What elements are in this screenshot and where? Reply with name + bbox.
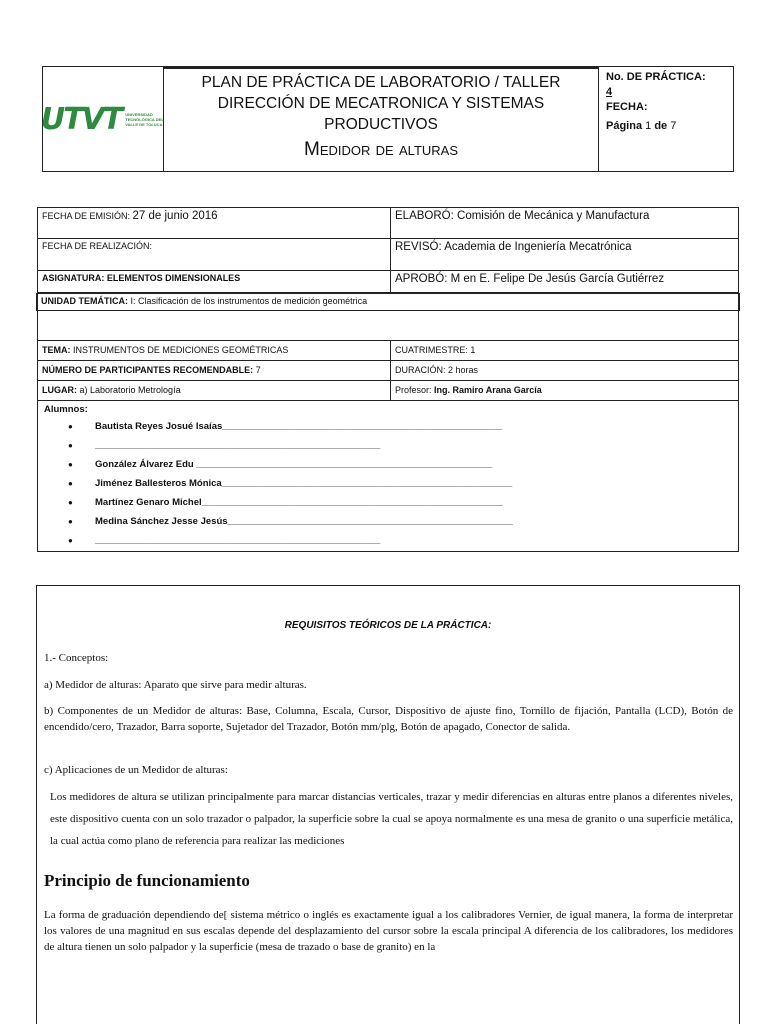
student-item: ● Jiménez Ballesteros Mónica_______________________________________________________ [68,474,732,493]
principle-paragraph: La forma de graduación dependiendo de[ sistema métrico o inglés es exactamente igual a los calibradores Vernier, de igual manera, la forma de interpretar los valores de una magnitud en sus escalas depende del desplazamiento del cursor sobre la escala principal A diferencia de los calibradores, los medidores de altura tienen un solo palpador y la superficie (mesa de trazado o base de granito) en la [44,909,733,953]
bullet-icon: ● [68,441,73,450]
concepts-heading: 1.- Conceptos: [44,652,109,664]
cuatrimestre-value: 1 [470,345,476,355]
asignatura-value: ELEMENTOS DIMENSIONALES [106,273,241,283]
students-list [68,417,732,550]
tema-value: INSTRUMENTOS DE MEDICIONES GEOMÉTRICAS [73,345,289,355]
elaboro-value: Comisión de Mecánica y Manufactura [457,210,650,222]
header-line-3: PRODUCTIVOS [324,116,438,133]
meta-row-unidad [36,293,740,311]
cuatrimestre-label: CUATRIMESTRE: [395,345,468,355]
components-paragraph: b) Componentes de un Medidor de alturas: Base, Columna, Escala, Cursor, Dispositivo de ajuste fino, Tornillo de fijación, Pantalla (LCD), Botón de encendido/cero, Trazador, Barra soporte, Sujetador del Trazador, Botón mm/plg, Botón de apagado, Conector de salida. [44,705,733,733]
practice-title: Medidor de alturas [304,139,458,160]
definition-paragraph: a) Medidor de alturas: Aparato que sirve para medir alturas. [44,679,307,691]
realizacion-label: FECHA DE REALIZACIÓN: [42,241,153,251]
metadata-table [37,207,739,552]
university-logo [41,102,166,137]
participantes-label: NÚMERO DE PARTICIPANTES RECOMENDABLE: [42,365,254,375]
lugar-label: LUGAR: [42,385,77,395]
elaboro-label: ELABORÓ: [395,210,454,222]
requirements-title: REQUISITOS TEÓRICOS DE LA PRÁCTICA: [284,620,492,631]
bullet-icon: ● [68,498,73,507]
unidad-value: I: Clasificación de los instrumentos de medición geométrica [130,296,368,306]
applications-heading: c) Aplicaciones de un Medidor de alturas: [44,764,228,776]
bullet-icon: ● [68,517,73,526]
bullet-icon: ● [68,536,73,545]
practice-number: 4 [606,86,613,98]
profesor-value: Ing. Ramiro Arana García [434,385,542,395]
student-item: ● ______________________________________________________ [68,531,732,550]
theory-section [36,585,740,1024]
student-item: ● González Álvarez Edu ________________________________________________________ [68,455,732,474]
students-section [38,401,738,551]
student-item: ● Bautista Reyes Josué Isaías_____________________________________________________ [68,417,732,436]
applications-paragraph: Los medidores de altura se utilizan principalmente para marcar distancias verticales, trazar y medir diferencias en alturas entre planos a diferentes niveles, este dispositivo cuenta con un solo trazador o palpador, la superficie sobre la cual se apoya normalmente es una mesa de granito o una superficie metálica, la cual actúa como plano de referencia para realizar las mediciones [50,791,733,847]
duracion-value: 2 horas [448,365,479,375]
page-of: de [654,120,668,132]
logo-subtitle: UNIVERSIDAD TECNOLÓGICA DEL VALLE DE TOLUCA [125,111,164,127]
title-cell [164,67,599,171]
header-line-2: DIRECCIÓN DE MECATRONICA Y SISTEMAS [217,95,545,112]
student-item: ● Martínez Genaro Michel_________________________________________________________ [68,493,732,512]
student-item: ● Medina Sánchez Jesse Jesús______________________________________________________ [68,512,732,531]
reviso-value: Academia de Ingeniería Mecatrónica [444,241,632,253]
students-title: Alumnos: [44,404,88,415]
page-label: Página [606,120,643,132]
unidad-label: UNIDAD TEMÁTICA: [41,296,128,306]
reviso-label: REVISÓ: [395,241,442,253]
logo-cell [40,67,164,171]
meta-row-emision [38,208,738,239]
emision-value: 27 de junio 2016 [132,210,218,222]
bullet-icon: ● [68,422,73,431]
meta-row-participantes [38,361,738,381]
header-line-1: PLAN DE PRÁCTICA DE LABORATORIO / TALLER [201,74,561,91]
duracion-label: DURACIÓN: [395,365,446,375]
principle-heading: Principio de funcionamiento [44,871,250,890]
practice-number-label: No. DE PRÁCTICA: [606,71,706,83]
aprobo-value: M en E. Felipe De Jesús García Gutiérrez [450,273,665,285]
tema-label: TEMA: [42,345,71,355]
meta-row-asignatura [38,271,738,293]
lugar-value: a) Laboratorio Metrología [79,385,181,395]
participantes-value: 7 [255,365,261,375]
profesor-label: Profesor: [395,385,432,395]
logo-mark: UTVT [40,101,122,137]
page-current: 1 [645,120,652,132]
meta-row-realizacion [38,239,738,271]
bullet-icon: ● [68,479,73,488]
date-label: FECHA: [606,101,648,113]
document-header [42,66,734,172]
page-total: 7 [670,120,677,132]
aprobo-label: APROBÓ: [395,273,448,285]
practice-info [599,67,733,171]
bullet-icon: ● [68,460,73,469]
emision-label: FECHA DE EMISIÓN: [42,211,131,221]
meta-row-lugar [38,381,738,401]
meta-row-empty [38,311,738,341]
asignatura-label: ASIGNATURA: [42,273,105,283]
meta-row-tema [38,341,738,361]
student-item: ● ______________________________________________________ [68,436,732,455]
